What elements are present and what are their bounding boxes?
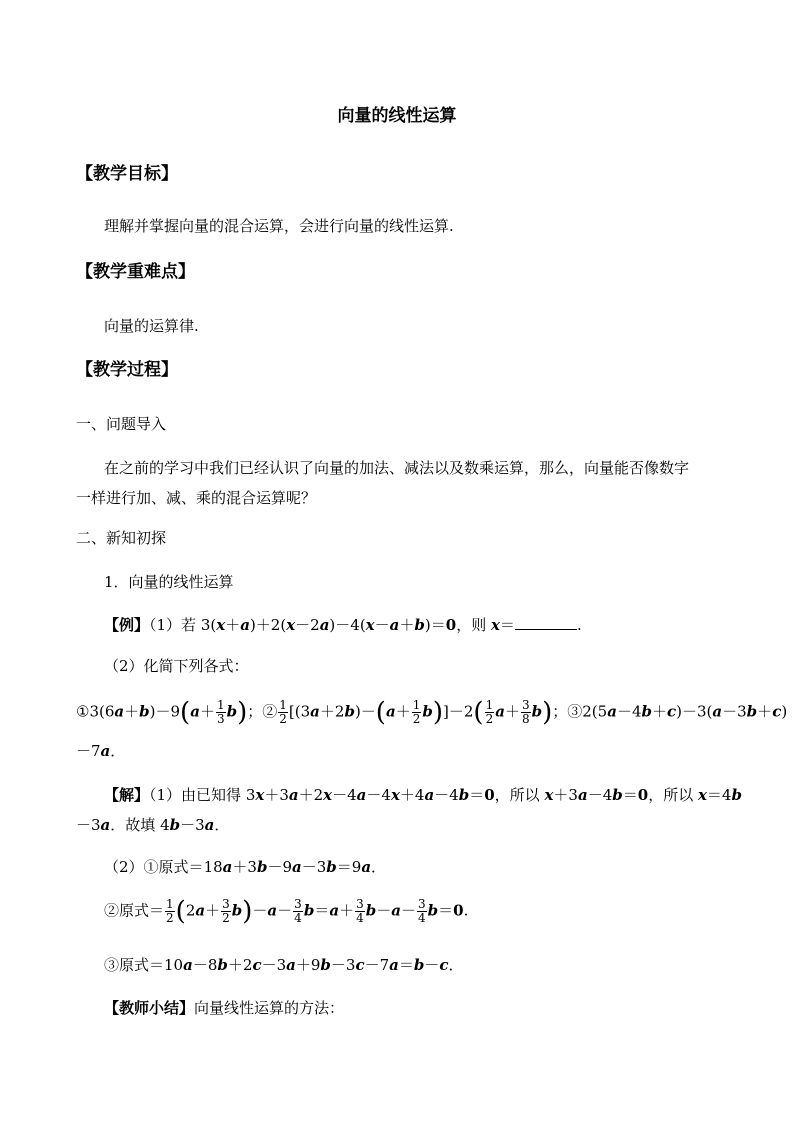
heading-teaching-goal: 【教学目标】 — [76, 164, 178, 184]
solution-part2-step2: ②原式＝ $\frac{1}{2}$ (2a＋ $\frac{3}{2}$ b)－a－ $\frac{3}{4}$ b＝a＋ $\frac{3}{4}$ b－a－ $\frac{3}{4}$ b＝0. — [104, 896, 469, 927]
intro-paragraph-line2: 一样进行加、减、乘的混合运算呢？ — [76, 489, 317, 507]
goal-text: 理解并掌握向量的混合运算，会进行向量的线性运算. — [104, 217, 454, 235]
key-text: 向量的运算律. — [104, 317, 199, 335]
example-part1-prefix: （1）若 — [149, 616, 201, 634]
section-problem-intro: 一、问题导入 — [76, 415, 167, 433]
solution-part1: 【解】（1）由已知得 3x＋3a＋2x－4a－4x＋4a－4b＝0，所以 x＋3a－4b＝0，所以 x＝4b — [104, 786, 742, 804]
solution-part2-step1: （2）①原式＝18a＋3b－9a－3b＝9a． — [104, 858, 387, 876]
solution-label: 【解】 — [104, 786, 150, 804]
example-expressions: ①3(6a＋b)－9(a＋ $\frac{1}{3}$ b)；② $\frac{1}{2}$ [(3a＋2b)－(a＋ $\frac{1}{2}$ b)]－2( $\frac{1}{2}$ a＋ $\frac{3}{8}$ b)；③2(5a－4b＋c)－3(a－3b＋c) — [76, 697, 788, 728]
teacher-summary-text: 向量线性运算的方法： — [194, 999, 345, 1017]
section-new-knowledge: 二、新知初探 — [76, 529, 167, 547]
subsection-linear-operations: 1．向量的线性运算 — [104, 573, 234, 591]
example-part1: 【例】（1）若 3(x＋a)＋2(x－2a)－4(x－a＋b)＝0，则 x＝ . — [104, 616, 582, 634]
example-equation: 3(x＋a)＋2(x－2a)－4(x－a＋b)＝0 — [200, 616, 457, 634]
example-label: 【例】 — [104, 616, 150, 634]
example-part1-tail: ，则 — [456, 616, 491, 634]
heading-teaching-process: 【教学过程】 — [76, 360, 178, 380]
example-expression-continued: －7a． — [76, 742, 126, 760]
solution-part1-continued: －3a．故填 4b－3a． — [76, 816, 230, 834]
heading-key-points: 【教学重难点】 — [76, 262, 195, 282]
page-title: 向量的线性运算 — [337, 106, 457, 126]
solution-part2-step3: ③原式＝10a－8b＋2c－3a＋9b－3c－7a＝b－c． — [104, 956, 464, 974]
answer-blank — [515, 615, 577, 630]
teacher-summary-label: 【教师小结】 — [104, 999, 195, 1017]
intro-paragraph-line1: 在之前的学习中我们已经认识了向量的加法、减法以及数乘运算，那么，向量能否像数字 — [104, 459, 690, 477]
example-part2: （2）化简下列各式： — [104, 657, 249, 675]
teacher-summary — [104, 998, 344, 1018]
